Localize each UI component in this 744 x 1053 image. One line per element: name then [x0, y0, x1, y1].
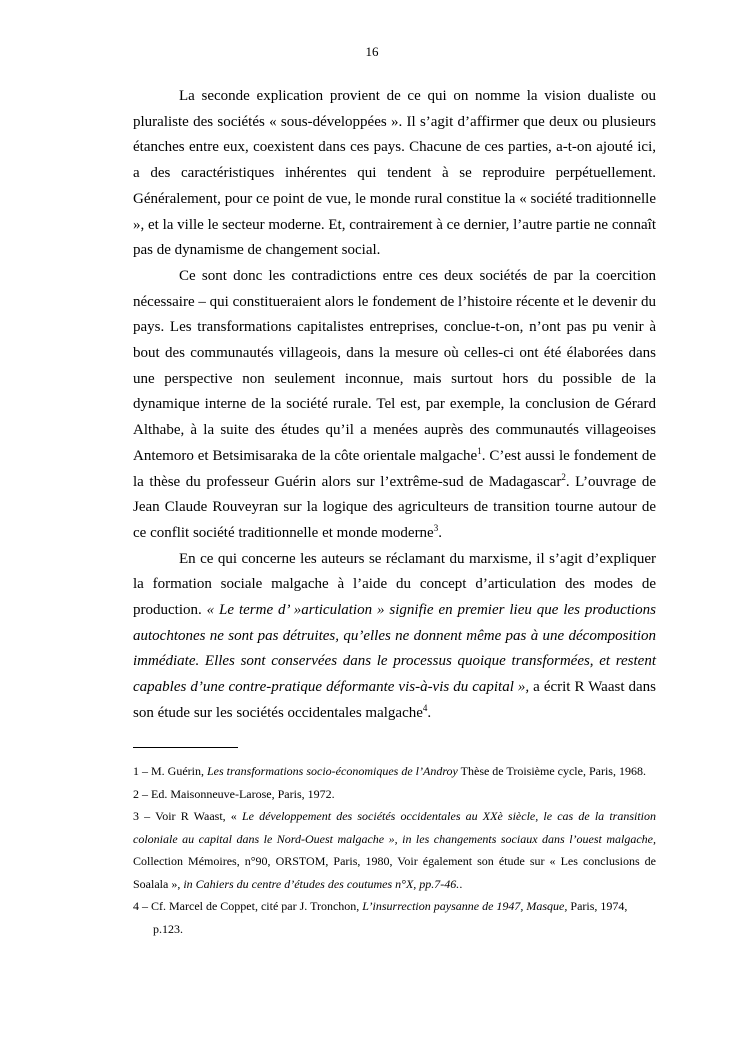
footnotes: [133, 760, 656, 940]
text-run: 1 – M. Guérin,: [133, 764, 207, 778]
italic-text: Les transformations socio-économiques de l’Androy: [207, 764, 458, 778]
italic-text: in Cahiers du centre d’études des coutumes n°X, pp.7-46.: [183, 876, 460, 891]
text-run: .: [438, 524, 442, 541]
footnote-ref: 2: [561, 471, 566, 482]
text-run: Paris, 1974, p.123.: [153, 899, 628, 936]
text-run: a écrit R Waast dans son étude sur les sociétés occidentales malgache: [133, 679, 656, 721]
footnote-ref: 1: [477, 445, 482, 456]
text-run: 3 – Voir R Waast, «: [133, 809, 242, 823]
page-number: 16: [365, 44, 379, 59]
paragraph: [133, 84, 656, 264]
footnote-ref: 4: [422, 702, 428, 713]
text-run: . C’est aussi le fondement de la thèse du professeur Guérin alors sur l’extrême-sud de Madagascar: [133, 447, 656, 490]
footnote-ref: 3: [433, 522, 439, 533]
italic-text: « Le terme d’ »articulation » signifie en premier lieu que les productions autochtones ne sont pas détruites, qu’elles ne donnent même pas à une décomposition immédiate. Elles sont conservées dans le processus quoique transformées, et restent capables d’une contre-pratique déformante vis-à-vis du capital »,: [133, 602, 657, 696]
paragraph: [133, 547, 656, 727]
footnote: [133, 783, 656, 806]
text-run: .: [427, 704, 432, 721]
text-run: La seconde explication provient de ce qui on nomme la vision dualiste ou pluraliste des sociétés « sous-développées ». Il s’agit d’affirmer que deux ou plusieurs étanches entre eux, coexistent dans ces pays. Chacune de ces parties, a-t-on ajouté ici, a des caractéristiques inhérentes qui tendent à se reproduire perpétuellement. Généralement, pour ce point de vue, le monde rural constitue la « société traditionnelle », et la ville le secteur moderne. Et, contrairement à ce dernier, l’autre partie ne connaît pas de dynamisme de changement social.: [133, 88, 656, 259]
text-run: Thèse de Troisième cycle, Paris, 1968.: [457, 764, 646, 778]
paragraph: [133, 264, 656, 547]
footnote: [133, 895, 656, 940]
footnote: [133, 760, 656, 783]
footnote-separator: [133, 747, 238, 748]
text-run: . L’ouvrage de Jean Claude Rouveyran sur la logique des agriculteurs de transition tourne autour de ce conflit société traditionnelle et monde moderne: [133, 473, 656, 541]
text-run: 4 – Cf. Marcel de Coppet, cité par J. Tronchon,: [133, 899, 363, 913]
body-text: [133, 84, 656, 727]
text-run: Collection Mémoires, n°90, ORSTOM, Paris, 1980, Voir également son étude sur « Les conclusions de Soalala »,: [133, 854, 656, 891]
italic-text: Le développement des sociétés occidentales au XXè siècle, le cas de la transition coloniale au capital dans le Nord-Ouest malgache », in les changements sociaux dans l’ouest malgache,: [133, 809, 656, 846]
text-run: Ce sont donc les contradictions entre ces deux sociétés de par la coercition nécessaire – qui constitueraient alors le fondement de l’histoire récente et le devenir du pays. Les transformations capitalistes entreprises, conclue-t-on, n’ont pas pu venir à bout des communautés villageois, dans la mesure où celles-ci ont été élaborées dans une perspective non seulement inconnue, mais surtout hors du possible de la dynamique interne de la société rurale. Tel est, par exemple, la conclusion de Gérard Althabe, à la suite des études qu’il a menées auprès des communautés villageoises Antemoro et Betsimisaraka de la côte orientale malgache: [133, 267, 656, 464]
text-run: 2 – Ed. Maisonneuve-Larose, Paris, 1972.: [133, 786, 335, 801]
text-run: En ce qui concerne les auteurs se réclamant du marxisme, il s’agit d’expliquer la formation sociale malgache à l’aide du concept d’articulation des modes de production.: [133, 550, 656, 619]
footnote: [133, 805, 656, 895]
italic-text: L’insurrection paysanne de 1947, Masque,: [362, 899, 568, 913]
text-run: .: [459, 876, 463, 891]
